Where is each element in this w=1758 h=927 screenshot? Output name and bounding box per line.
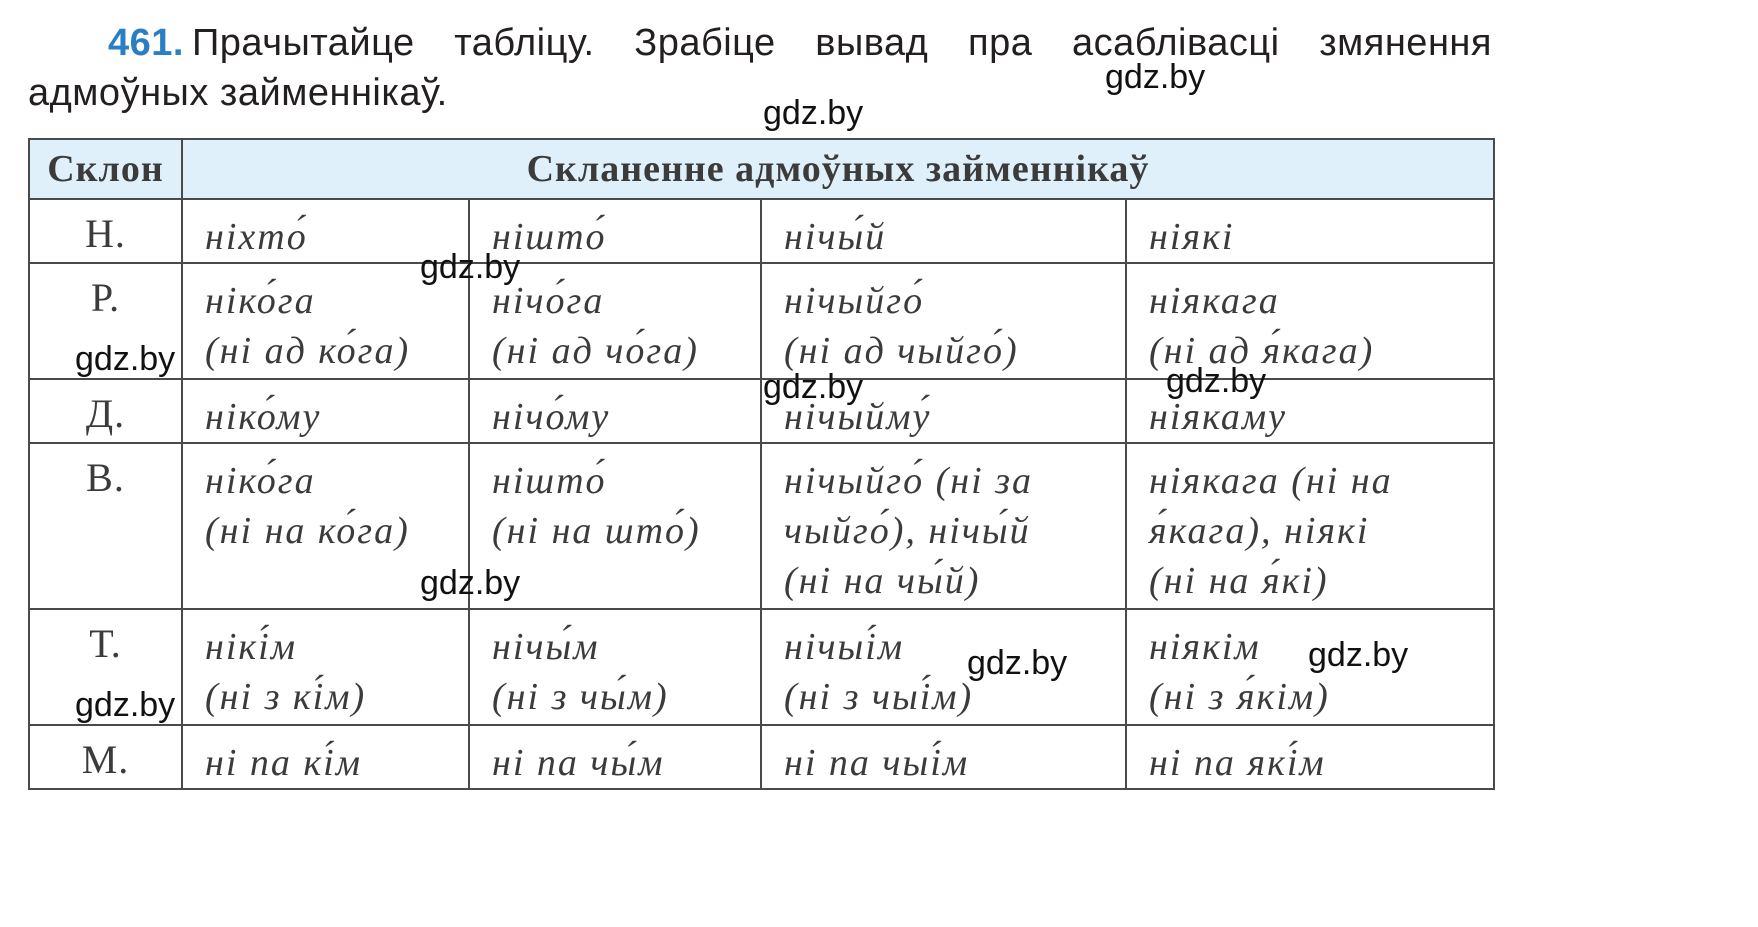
pronoun-form-line: нішто́ xyxy=(492,460,607,502)
case-label: М. xyxy=(29,725,182,789)
pronoun-form-line: ніякім xyxy=(1149,626,1261,668)
pronoun-form-cell xyxy=(469,609,761,725)
watermark: gdz.by xyxy=(1166,362,1267,400)
watermark: gdz.by xyxy=(75,340,176,378)
pronoun-form-line: ніко́га xyxy=(205,460,316,502)
case-label: Д. xyxy=(29,379,182,443)
watermark: gdz.by xyxy=(1105,58,1206,96)
pronoun-form-line: ніякага (ні на xyxy=(1149,460,1393,502)
header-case: Склон xyxy=(29,139,182,199)
pronoun-form-line: ніко́га xyxy=(205,280,316,322)
case-label: Н. xyxy=(29,199,182,263)
table-row xyxy=(29,379,1494,443)
pronoun-form-cell xyxy=(182,725,469,789)
pronoun-form-line: нічыйго́ xyxy=(784,280,925,322)
exercise-instruction: Прачытайце табліцу. Зрабіце вывад пра асаблівасці змянення адмоўных займеннікаў. xyxy=(28,22,1492,114)
pronoun-form-line: нічыйго́ (ні за xyxy=(784,460,1033,502)
pronoun-form-line: (ні ад чыйго́) xyxy=(784,330,1019,372)
pronoun-form-cell xyxy=(761,609,1126,725)
pronoun-form-line: нішто́ xyxy=(492,216,607,258)
watermark: gdz.by xyxy=(420,248,521,286)
pronoun-form-line: ні па чыі́м xyxy=(784,742,970,784)
pronoun-form-line: (ні з я́кім) xyxy=(1149,676,1330,718)
pronoun-form-line: нічо́му xyxy=(492,396,611,438)
pronoun-form-line: нічо́га xyxy=(492,280,605,322)
pronoun-form-line: (ні з чы́м) xyxy=(492,676,669,718)
pronoun-form-cell xyxy=(1126,443,1494,609)
pronoun-form-line: нічыйму́ xyxy=(784,396,932,438)
pronoun-form-line: ніякі xyxy=(1149,216,1235,258)
watermark: gdz.by xyxy=(967,644,1068,682)
pronoun-form-cell xyxy=(761,199,1126,263)
declension-table xyxy=(28,138,1495,790)
pronoun-form-line: ні па чы́м xyxy=(492,742,665,784)
pronoun-form-line: (ні з кі́м) xyxy=(205,676,367,718)
watermark: gdz.by xyxy=(763,94,864,132)
pronoun-form-line: ніхто́ xyxy=(205,216,308,258)
pronoun-form-line: чыйго́), нічы́й xyxy=(784,510,1031,552)
pronoun-form-cell xyxy=(761,725,1126,789)
pronoun-form-cell xyxy=(182,379,469,443)
pronoun-form-line: я́кага), ніякі xyxy=(1149,510,1370,552)
table-row xyxy=(29,199,1494,263)
exercise-number: 461. xyxy=(108,22,184,64)
case-label: Т. xyxy=(29,609,182,725)
pronoun-form-line: ніякаму xyxy=(1149,396,1288,438)
case-label: В. xyxy=(29,443,182,609)
pronoun-form-cell xyxy=(1126,199,1494,263)
pronoun-form-line: (ні на чы́й) xyxy=(784,560,981,602)
pronoun-form-cell xyxy=(182,609,469,725)
case-label: Р. xyxy=(29,263,182,379)
pronoun-form-cell xyxy=(469,725,761,789)
pronoun-form-line: нічы́й xyxy=(784,216,887,258)
table-header-row xyxy=(29,139,1494,199)
table-row xyxy=(29,263,1494,379)
pronoun-form-cell xyxy=(761,263,1126,379)
pronoun-form-line: (ні ад чо́га) xyxy=(492,330,699,372)
pronoun-form-line: ні па які́м xyxy=(1149,742,1326,784)
table-row xyxy=(29,443,1494,609)
pronoun-form-line: (ні на што́) xyxy=(492,510,701,552)
pronoun-form-line: ніякага xyxy=(1149,280,1280,322)
pronoun-form-line: нічыі́м xyxy=(784,626,905,668)
watermark: gdz.by xyxy=(1308,636,1409,674)
header-title: Скланенне адмоўных займеннікаў xyxy=(182,139,1494,199)
watermark: gdz.by xyxy=(420,564,521,602)
pronoun-form-line: (ні на ко́га) xyxy=(205,510,410,552)
pronoun-form-cell xyxy=(761,443,1126,609)
pronoun-form-line: ні па кі́м xyxy=(205,742,362,784)
watermark: gdz.by xyxy=(75,686,176,724)
pronoun-form-line: нічы́м xyxy=(492,626,600,668)
table-row xyxy=(29,725,1494,789)
exercise-text xyxy=(28,18,1492,118)
table-row xyxy=(29,609,1494,725)
pronoun-form-line: (ні на я́кі) xyxy=(1149,560,1329,602)
pronoun-form-line: (ні ад я́кага) xyxy=(1149,330,1375,372)
pronoun-form-cell xyxy=(469,379,761,443)
pronoun-form-cell xyxy=(1126,725,1494,789)
pronoun-form-line: (ні ад ко́га) xyxy=(205,330,411,372)
pronoun-form-line: (ні з чыі́м) xyxy=(784,676,974,718)
pronoun-form-line: нікі́м xyxy=(205,626,297,668)
watermark: gdz.by xyxy=(763,368,864,406)
pronoun-form-line: ніко́му xyxy=(205,396,322,438)
